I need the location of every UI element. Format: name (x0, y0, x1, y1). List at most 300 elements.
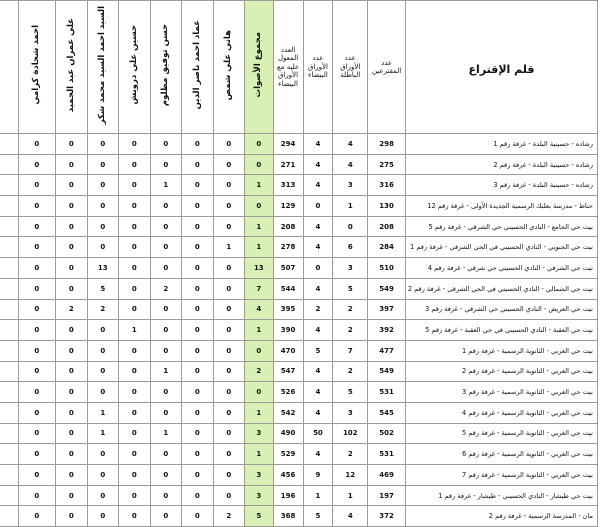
cell-invalid[interactable]: 2 (333, 320, 368, 341)
cell-edge[interactable] (0, 278, 18, 299)
cell-edge[interactable] (0, 423, 18, 444)
header-candidate-3[interactable] (150, 1, 182, 134)
cell-candidate-votes[interactable]: 0 (18, 465, 55, 486)
cell-adjusted[interactable]: 526 (273, 382, 303, 403)
header-candidate-2[interactable] (182, 1, 214, 134)
cell-blank[interactable]: 0 (303, 196, 333, 217)
cell-candidate-votes[interactable]: 0 (150, 382, 182, 403)
cell-edge[interactable] (0, 402, 18, 423)
cell-adjusted[interactable]: 547 (273, 361, 303, 382)
cell-candidate-votes[interactable]: 0 (119, 175, 151, 196)
cell-invalid[interactable]: 5 (333, 278, 368, 299)
cell-voters[interactable]: 197 (368, 485, 406, 506)
cell-candidate-votes[interactable]: 0 (182, 485, 214, 506)
cell-invalid[interactable]: 4 (333, 506, 368, 527)
cell-candidate-votes[interactable]: 0 (56, 423, 88, 444)
cell-polling-station[interactable]: نيت حي الغربي - الثانوية الرسمية - غرفة رقم 4 (406, 402, 598, 423)
cell-candidate-votes[interactable]: 0 (213, 382, 245, 403)
cell-blank[interactable]: 4 (303, 154, 333, 175)
cell-blank[interactable]: 4 (303, 382, 333, 403)
cell-candidate-votes[interactable]: 0 (18, 382, 55, 403)
cell-candidate-votes[interactable]: 5 (87, 278, 119, 299)
cell-candidate-votes[interactable]: 0 (18, 506, 55, 527)
header-candidate-1[interactable] (213, 1, 245, 134)
cell-adjusted[interactable]: 390 (273, 320, 303, 341)
cell-candidate-votes[interactable]: 0 (18, 299, 55, 320)
cell-candidate-votes[interactable]: 0 (119, 465, 151, 486)
cell-candidate-votes[interactable]: 0 (18, 444, 55, 465)
cell-candidate-votes[interactable]: 0 (213, 402, 245, 423)
cell-blank[interactable]: 0 (303, 258, 333, 279)
cell-candidate-votes[interactable]: 0 (150, 258, 182, 279)
cell-candidate-votes[interactable]: 0 (87, 340, 119, 361)
cell-voters[interactable]: 208 (368, 216, 406, 237)
cell-total-votes[interactable]: 7 (245, 278, 274, 299)
cell-total-votes[interactable]: 2 (245, 361, 274, 382)
cell-blank[interactable]: 4 (303, 134, 333, 155)
cell-voters[interactable]: 130 (368, 196, 406, 217)
header-edge[interactable] (0, 1, 18, 134)
cell-invalid[interactable]: 3 (333, 258, 368, 279)
cell-voters[interactable]: 549 (368, 361, 406, 382)
cell-candidate-votes[interactable]: 0 (119, 340, 151, 361)
cell-voters[interactable]: 502 (368, 423, 406, 444)
cell-edge[interactable] (0, 196, 18, 217)
cell-invalid[interactable]: 102 (333, 423, 368, 444)
cell-candidate-votes[interactable]: 0 (56, 175, 88, 196)
cell-candidate-votes[interactable]: 0 (150, 320, 182, 341)
cell-candidate-votes[interactable]: 0 (119, 506, 151, 527)
cell-candidate-votes[interactable]: 0 (18, 154, 55, 175)
cell-polling-station[interactable]: نيت حي العريض - النادي الحسيني حي الشرقي - غرفة رقم 3 (406, 299, 598, 320)
cell-candidate-votes[interactable]: 0 (213, 216, 245, 237)
cell-adjusted[interactable]: 129 (273, 196, 303, 217)
cell-candidate-votes[interactable]: 0 (150, 216, 182, 237)
cell-voters[interactable]: 284 (368, 237, 406, 258)
cell-candidate-votes[interactable]: 0 (150, 196, 182, 217)
cell-candidate-votes[interactable]: 0 (18, 175, 55, 196)
header-invalid-label: عدد الأوراق الباطلة (340, 54, 361, 80)
cell-candidate-votes[interactable]: 0 (18, 258, 55, 279)
cell-polling-station[interactable]: نيت حي الغربي - الثانوية الرسمية - غرفة رقم 1 (406, 340, 598, 361)
cell-polling-station[interactable]: رشاده - حسينية البلدة - غرفة رقم 3 (406, 175, 598, 196)
cell-total-votes[interactable]: 1 (245, 175, 274, 196)
cell-candidate-votes[interactable]: 0 (87, 154, 119, 175)
cell-candidate-votes[interactable]: 0 (182, 278, 214, 299)
header-candidate-label: السيد احمد السيد محمد شكر (97, 5, 108, 125)
cell-polling-station[interactable]: رشاده - حسينية البلدة - غرفة رقم 2 (406, 154, 598, 175)
cell-candidate-votes[interactable]: 0 (182, 175, 214, 196)
cell-polling-station[interactable]: نيت حي طيشار - النادي الحسيني - طيشار - غرفة رقم 1 (406, 485, 598, 506)
cell-adjusted[interactable]: 490 (273, 423, 303, 444)
cell-candidate-votes[interactable]: 0 (119, 134, 151, 155)
cell-candidate-votes[interactable]: 0 (18, 278, 55, 299)
cell-candidate-votes[interactable]: 0 (182, 361, 214, 382)
cell-candidate-votes[interactable]: 0 (150, 506, 182, 527)
cell-candidate-votes[interactable]: 0 (150, 465, 182, 486)
cell-candidate-votes[interactable]: 0 (119, 382, 151, 403)
cell-candidate-votes[interactable]: 0 (18, 361, 55, 382)
cell-candidate-votes[interactable]: 0 (119, 402, 151, 423)
cell-polling-station[interactable]: نيت حي الجنوبي - النادي الحسيني في الحي الشرقي - غرفة رقم 1 (406, 237, 598, 258)
cell-candidate-votes[interactable]: 0 (18, 340, 55, 361)
cell-voters[interactable]: 298 (368, 134, 406, 155)
cell-candidate-votes[interactable]: 0 (56, 340, 88, 361)
cell-invalid[interactable]: 12 (333, 465, 368, 486)
cell-blank[interactable]: 50 (303, 423, 333, 444)
cell-invalid[interactable]: 6 (333, 237, 368, 258)
cell-voters[interactable]: 477 (368, 340, 406, 361)
header-total[interactable] (245, 1, 274, 134)
header-row (0, 1, 598, 134)
cell-invalid[interactable]: 3 (333, 175, 368, 196)
cell-voters[interactable]: 510 (368, 258, 406, 279)
cell-voters[interactable]: 549 (368, 278, 406, 299)
cell-candidate-votes[interactable]: 0 (87, 444, 119, 465)
cell-total-votes[interactable]: 1 (245, 402, 274, 423)
cell-total-votes[interactable]: 1 (245, 320, 274, 341)
cell-candidate-votes[interactable]: 0 (87, 237, 119, 258)
cell-candidate-votes[interactable]: 0 (56, 361, 88, 382)
cell-candidate-votes[interactable]: 0 (213, 444, 245, 465)
cell-polling-station[interactable]: نيت حي الجامع - النادي الحسيني حي الشرقي - غرفة رقم 5 (406, 216, 598, 237)
cell-candidate-votes[interactable]: 0 (18, 134, 55, 155)
cell-candidate-votes[interactable]: 0 (213, 134, 245, 155)
cell-total-votes[interactable]: 1 (245, 216, 274, 237)
cell-invalid[interactable]: 2 (333, 299, 368, 320)
cell-candidate-votes[interactable]: 0 (182, 216, 214, 237)
cell-polling-station[interactable]: نيت حي الغربي - الثانوية الرسمية - غرفة رقم 3 (406, 382, 598, 403)
table-row (0, 444, 598, 465)
cell-total-votes[interactable]: 1 (245, 444, 274, 465)
cell-polling-station[interactable]: نيت حي الشمالي - النادي الحسيني في الحي الشرقي - غرفة رقم 2 (406, 278, 598, 299)
header-voters[interactable] (368, 1, 406, 134)
cell-invalid[interactable]: 2 (333, 361, 368, 382)
header-candidate-4[interactable] (119, 1, 151, 134)
cell-adjusted[interactable]: 368 (273, 506, 303, 527)
cell-candidate-votes[interactable]: 0 (18, 485, 55, 506)
cell-edge[interactable] (0, 444, 18, 465)
cell-blank[interactable]: 4 (303, 361, 333, 382)
cell-candidate-votes[interactable]: 0 (213, 465, 245, 486)
cell-candidate-votes[interactable]: 0 (182, 196, 214, 217)
cell-candidate-votes[interactable]: 1 (150, 423, 182, 444)
cell-candidate-votes[interactable]: 0 (150, 154, 182, 175)
cell-candidate-votes[interactable]: 0 (182, 258, 214, 279)
header-candidate-label: حسن توفيق مظلوم (160, 23, 171, 107)
header-candidate-5[interactable] (87, 1, 119, 134)
cell-candidate-votes[interactable]: 0 (119, 216, 151, 237)
cell-total-votes[interactable]: 13 (245, 258, 274, 279)
cell-candidate-votes[interactable]: 0 (150, 134, 182, 155)
cell-total-votes[interactable]: 4 (245, 299, 274, 320)
cell-candidate-votes[interactable]: 1 (150, 361, 182, 382)
cell-candidate-votes[interactable]: 1 (87, 402, 119, 423)
cell-candidate-votes[interactable]: 0 (213, 154, 245, 175)
cell-candidate-votes[interactable]: 2 (87, 299, 119, 320)
cell-voters[interactable]: 531 (368, 382, 406, 403)
cell-candidate-votes[interactable]: 0 (213, 196, 245, 217)
cell-total-votes[interactable]: 0 (245, 134, 274, 155)
cell-adjusted[interactable]: 208 (273, 216, 303, 237)
cell-candidate-votes[interactable]: 0 (182, 382, 214, 403)
cell-blank[interactable]: 5 (303, 506, 333, 527)
table-row (0, 175, 598, 196)
cell-adjusted[interactable]: 271 (273, 154, 303, 175)
cell-voters[interactable]: 469 (368, 465, 406, 486)
cell-polling-station[interactable]: نيت حي الشرقي - النادي الحسيني حي شرقي - غرفة رقم 4 (406, 258, 598, 279)
header-voters-label: عدد المقترعين (371, 58, 402, 75)
cell-edge[interactable] (0, 134, 18, 155)
cell-adjusted[interactable]: 507 (273, 258, 303, 279)
cell-blank[interactable]: 4 (303, 320, 333, 341)
cell-candidate-votes[interactable]: 1 (87, 423, 119, 444)
table-row (0, 423, 598, 444)
cell-polling-station[interactable]: نيت حي العقبة - النادي الحسيني في حي العقبة - غرفة رقم 5 (406, 320, 598, 341)
cell-blank[interactable]: 1 (303, 485, 333, 506)
cell-candidate-votes[interactable]: 0 (87, 175, 119, 196)
cell-candidate-votes[interactable]: 0 (56, 382, 88, 403)
cell-candidate-votes[interactable]: 0 (18, 320, 55, 341)
cell-candidate-votes[interactable]: 0 (182, 340, 214, 361)
cell-candidate-votes[interactable]: 1 (150, 175, 182, 196)
cell-candidate-votes[interactable]: 0 (18, 237, 55, 258)
table-row (0, 154, 598, 175)
cell-candidate-votes[interactable]: 0 (87, 485, 119, 506)
cell-adjusted[interactable]: 456 (273, 465, 303, 486)
cell-blank[interactable]: 9 (303, 465, 333, 486)
cell-edge[interactable] (0, 216, 18, 237)
header-candidate-label: علي عمران عبد الحميد (65, 17, 76, 113)
cell-candidate-votes[interactable]: 0 (87, 196, 119, 217)
cell-candidate-votes[interactable]: 0 (56, 506, 88, 527)
cell-candidate-votes[interactable]: 0 (18, 216, 55, 237)
cell-candidate-votes[interactable]: 2 (213, 506, 245, 527)
header-candidate-label: عماد احمد ناصر الدين (191, 20, 202, 110)
cell-candidate-votes[interactable]: 0 (150, 444, 182, 465)
cell-voters[interactable]: 397 (368, 299, 406, 320)
cell-candidate-votes[interactable]: 0 (182, 402, 214, 423)
cell-candidate-votes[interactable]: 0 (56, 320, 88, 341)
cell-candidate-votes[interactable]: 0 (119, 485, 151, 506)
cell-adjusted[interactable]: 196 (273, 485, 303, 506)
cell-total-votes[interactable]: 5 (245, 506, 274, 527)
cell-adjusted[interactable]: 313 (273, 175, 303, 196)
cell-candidate-votes[interactable]: 0 (87, 382, 119, 403)
header-candidate-6[interactable] (56, 1, 88, 134)
cell-voters[interactable]: 545 (368, 402, 406, 423)
cell-polling-station[interactable]: نيت حي الغربي - الثانوية الرسمية - غرفة رقم 5 (406, 423, 598, 444)
cell-edge[interactable] (0, 506, 18, 527)
cell-edge[interactable] (0, 299, 18, 320)
cell-invalid[interactable]: 5 (333, 382, 368, 403)
cell-candidate-votes[interactable]: 2 (150, 278, 182, 299)
cell-edge[interactable] (0, 154, 18, 175)
cell-candidate-votes[interactable]: 0 (119, 423, 151, 444)
cell-candidate-votes[interactable]: 0 (56, 196, 88, 217)
cell-voters[interactable]: 316 (368, 175, 406, 196)
cell-candidate-votes[interactable]: 0 (56, 134, 88, 155)
cell-candidate-votes[interactable]: 0 (119, 237, 151, 258)
cell-blank[interactable]: 4 (303, 278, 333, 299)
cell-candidate-votes[interactable]: 0 (119, 196, 151, 217)
cell-candidate-votes[interactable]: 0 (87, 134, 119, 155)
cell-total-votes[interactable]: 3 (245, 423, 274, 444)
cell-candidate-votes[interactable]: 0 (182, 154, 214, 175)
cell-candidate-votes[interactable]: 0 (182, 237, 214, 258)
cell-edge[interactable] (0, 382, 18, 403)
cell-edge[interactable] (0, 361, 18, 382)
cell-voters[interactable]: 372 (368, 506, 406, 527)
cell-candidate-votes[interactable]: 0 (182, 423, 214, 444)
cell-candidate-votes[interactable]: 0 (182, 506, 214, 527)
cell-voters[interactable]: 392 (368, 320, 406, 341)
header-blank-label: عدد الأوراق البيضاء (307, 54, 328, 80)
cell-candidate-votes[interactable]: 0 (56, 216, 88, 237)
cell-candidate-votes[interactable]: 0 (56, 465, 88, 486)
cell-blank[interactable]: 4 (303, 216, 333, 237)
cell-candidate-votes[interactable]: 0 (87, 320, 119, 341)
header-adjusted[interactable] (273, 1, 303, 134)
cell-blank[interactable]: 2 (303, 299, 333, 320)
cell-candidate-votes[interactable]: 0 (150, 299, 182, 320)
cell-candidate-votes[interactable]: 0 (56, 258, 88, 279)
cell-adjusted[interactable]: 294 (273, 134, 303, 155)
cell-candidate-votes[interactable]: 0 (56, 237, 88, 258)
cell-invalid[interactable]: 7 (333, 340, 368, 361)
cell-polling-station[interactable]: حناط - مدرسة بعلبك الرسمية الجديدة الأولى - غرفة رقم 12 (406, 196, 598, 217)
cell-candidate-votes[interactable]: 0 (150, 340, 182, 361)
cell-candidate-votes[interactable]: 0 (182, 465, 214, 486)
cell-invalid[interactable]: 3 (333, 402, 368, 423)
cell-candidate-votes[interactable]: 0 (87, 216, 119, 237)
cell-candidate-votes[interactable]: 0 (213, 175, 245, 196)
cell-candidate-votes[interactable]: 0 (213, 278, 245, 299)
cell-polling-station[interactable]: نيت حي الغربي - الثانوية الرسمية - غرفة رقم 2 (406, 361, 598, 382)
header-blank[interactable] (303, 1, 333, 134)
cell-total-votes[interactable]: 1 (245, 237, 274, 258)
cell-polling-station[interactable]: نيت حي الغربي - الثانوية الرسمية - غرفة رقم 6 (406, 444, 598, 465)
header-proposal[interactable] (406, 1, 598, 134)
cell-candidate-votes[interactable]: 0 (213, 361, 245, 382)
cell-adjusted[interactable]: 470 (273, 340, 303, 361)
cell-adjusted[interactable]: 542 (273, 402, 303, 423)
cell-candidate-votes[interactable]: 0 (213, 299, 245, 320)
cell-edge[interactable] (0, 465, 18, 486)
cell-candidate-votes[interactable]: 0 (87, 465, 119, 486)
cell-blank[interactable]: 4 (303, 444, 333, 465)
cell-edge[interactable] (0, 485, 18, 506)
cell-candidate-votes[interactable]: 0 (213, 340, 245, 361)
cell-total-votes[interactable]: 0 (245, 340, 274, 361)
cell-edge[interactable] (0, 237, 18, 258)
header-candidate-label: هاني علي شمص (223, 29, 234, 101)
cell-candidate-votes[interactable]: 0 (213, 423, 245, 444)
cell-candidate-votes[interactable]: 0 (150, 485, 182, 506)
cell-blank[interactable]: 4 (303, 175, 333, 196)
cell-candidate-votes[interactable]: 0 (213, 485, 245, 506)
cell-candidate-votes[interactable]: 0 (119, 278, 151, 299)
cell-invalid[interactable]: 1 (333, 485, 368, 506)
table-row (0, 134, 598, 155)
cell-candidate-votes[interactable]: 0 (87, 361, 119, 382)
cell-candidate-votes[interactable]: 0 (87, 506, 119, 527)
table-row (0, 361, 598, 382)
cell-candidate-votes[interactable]: 0 (182, 444, 214, 465)
cell-candidate-votes[interactable]: 0 (150, 402, 182, 423)
table-row (0, 299, 598, 320)
cell-candidate-votes[interactable]: 0 (119, 299, 151, 320)
cell-candidate-votes[interactable]: 0 (18, 402, 55, 423)
cell-total-votes[interactable]: 0 (245, 382, 274, 403)
cell-edge[interactable] (0, 175, 18, 196)
cell-polling-station[interactable]: نيت حي الغربي - الثانوية الرسمية - غرفة رقم 7 (406, 465, 598, 486)
cell-candidate-votes[interactable]: 0 (18, 196, 55, 217)
cell-candidate-votes[interactable]: 0 (182, 320, 214, 341)
cell-candidate-votes[interactable]: 0 (213, 258, 245, 279)
cell-adjusted[interactable]: 278 (273, 237, 303, 258)
cell-total-votes[interactable]: 0 (245, 154, 274, 175)
cell-candidate-votes[interactable]: 13 (87, 258, 119, 279)
cell-candidate-votes[interactable]: 0 (119, 154, 151, 175)
cell-candidate-votes[interactable]: 0 (56, 154, 88, 175)
header-candidate-7[interactable] (18, 1, 55, 134)
cell-invalid[interactable]: 0 (333, 216, 368, 237)
cell-voters[interactable]: 275 (368, 154, 406, 175)
cell-candidate-votes[interactable]: 0 (119, 444, 151, 465)
cell-invalid[interactable]: 4 (333, 154, 368, 175)
header-adjusted-label: العدد المعول عليه مع الأوراق البيضاء (277, 46, 300, 88)
cell-blank[interactable]: 4 (303, 237, 333, 258)
cell-invalid[interactable]: 4 (333, 134, 368, 155)
cell-candidate-votes[interactable]: 1 (119, 320, 151, 341)
cell-blank[interactable]: 4 (303, 402, 333, 423)
cell-candidate-votes[interactable]: 2 (56, 299, 88, 320)
cell-adjusted[interactable]: 544 (273, 278, 303, 299)
cell-voters[interactable]: 531 (368, 444, 406, 465)
table-row (0, 196, 598, 217)
cell-polling-station[interactable]: مان - المدرسة الرسمية - غرفة رقم 2 (406, 506, 598, 527)
cell-total-votes[interactable]: 3 (245, 485, 274, 506)
cell-candidate-votes[interactable]: 0 (18, 423, 55, 444)
cell-candidate-votes[interactable]: 0 (119, 258, 151, 279)
cell-edge[interactable] (0, 258, 18, 279)
cell-candidate-votes[interactable]: 0 (213, 320, 245, 341)
cell-candidate-votes[interactable]: 1 (213, 237, 245, 258)
header-invalid[interactable] (333, 1, 368, 134)
cell-adjusted[interactable]: 529 (273, 444, 303, 465)
cell-candidate-votes[interactable]: 0 (56, 402, 88, 423)
cell-candidate-votes[interactable]: 0 (150, 237, 182, 258)
cell-candidate-votes[interactable]: 0 (182, 134, 214, 155)
cell-invalid[interactable]: 1 (333, 196, 368, 217)
table-row (0, 506, 598, 527)
cell-adjusted[interactable]: 395 (273, 299, 303, 320)
cell-edge[interactable] (0, 320, 18, 341)
cell-polling-station[interactable]: رشاده - حسينية البلدة - غرفة رقم 1 (406, 134, 598, 155)
cell-total-votes[interactable]: 3 (245, 465, 274, 486)
table-row (0, 237, 598, 258)
cell-candidate-votes[interactable]: 0 (56, 485, 88, 506)
cell-blank[interactable]: 5 (303, 340, 333, 361)
cell-candidate-votes[interactable]: 0 (182, 299, 214, 320)
cell-candidate-votes[interactable]: 0 (56, 278, 88, 299)
cell-total-votes[interactable]: 0 (245, 196, 274, 217)
cell-candidate-votes[interactable]: 0 (119, 361, 151, 382)
cell-candidate-votes[interactable]: 0 (56, 444, 88, 465)
cell-edge[interactable] (0, 340, 18, 361)
cell-invalid[interactable]: 2 (333, 444, 368, 465)
